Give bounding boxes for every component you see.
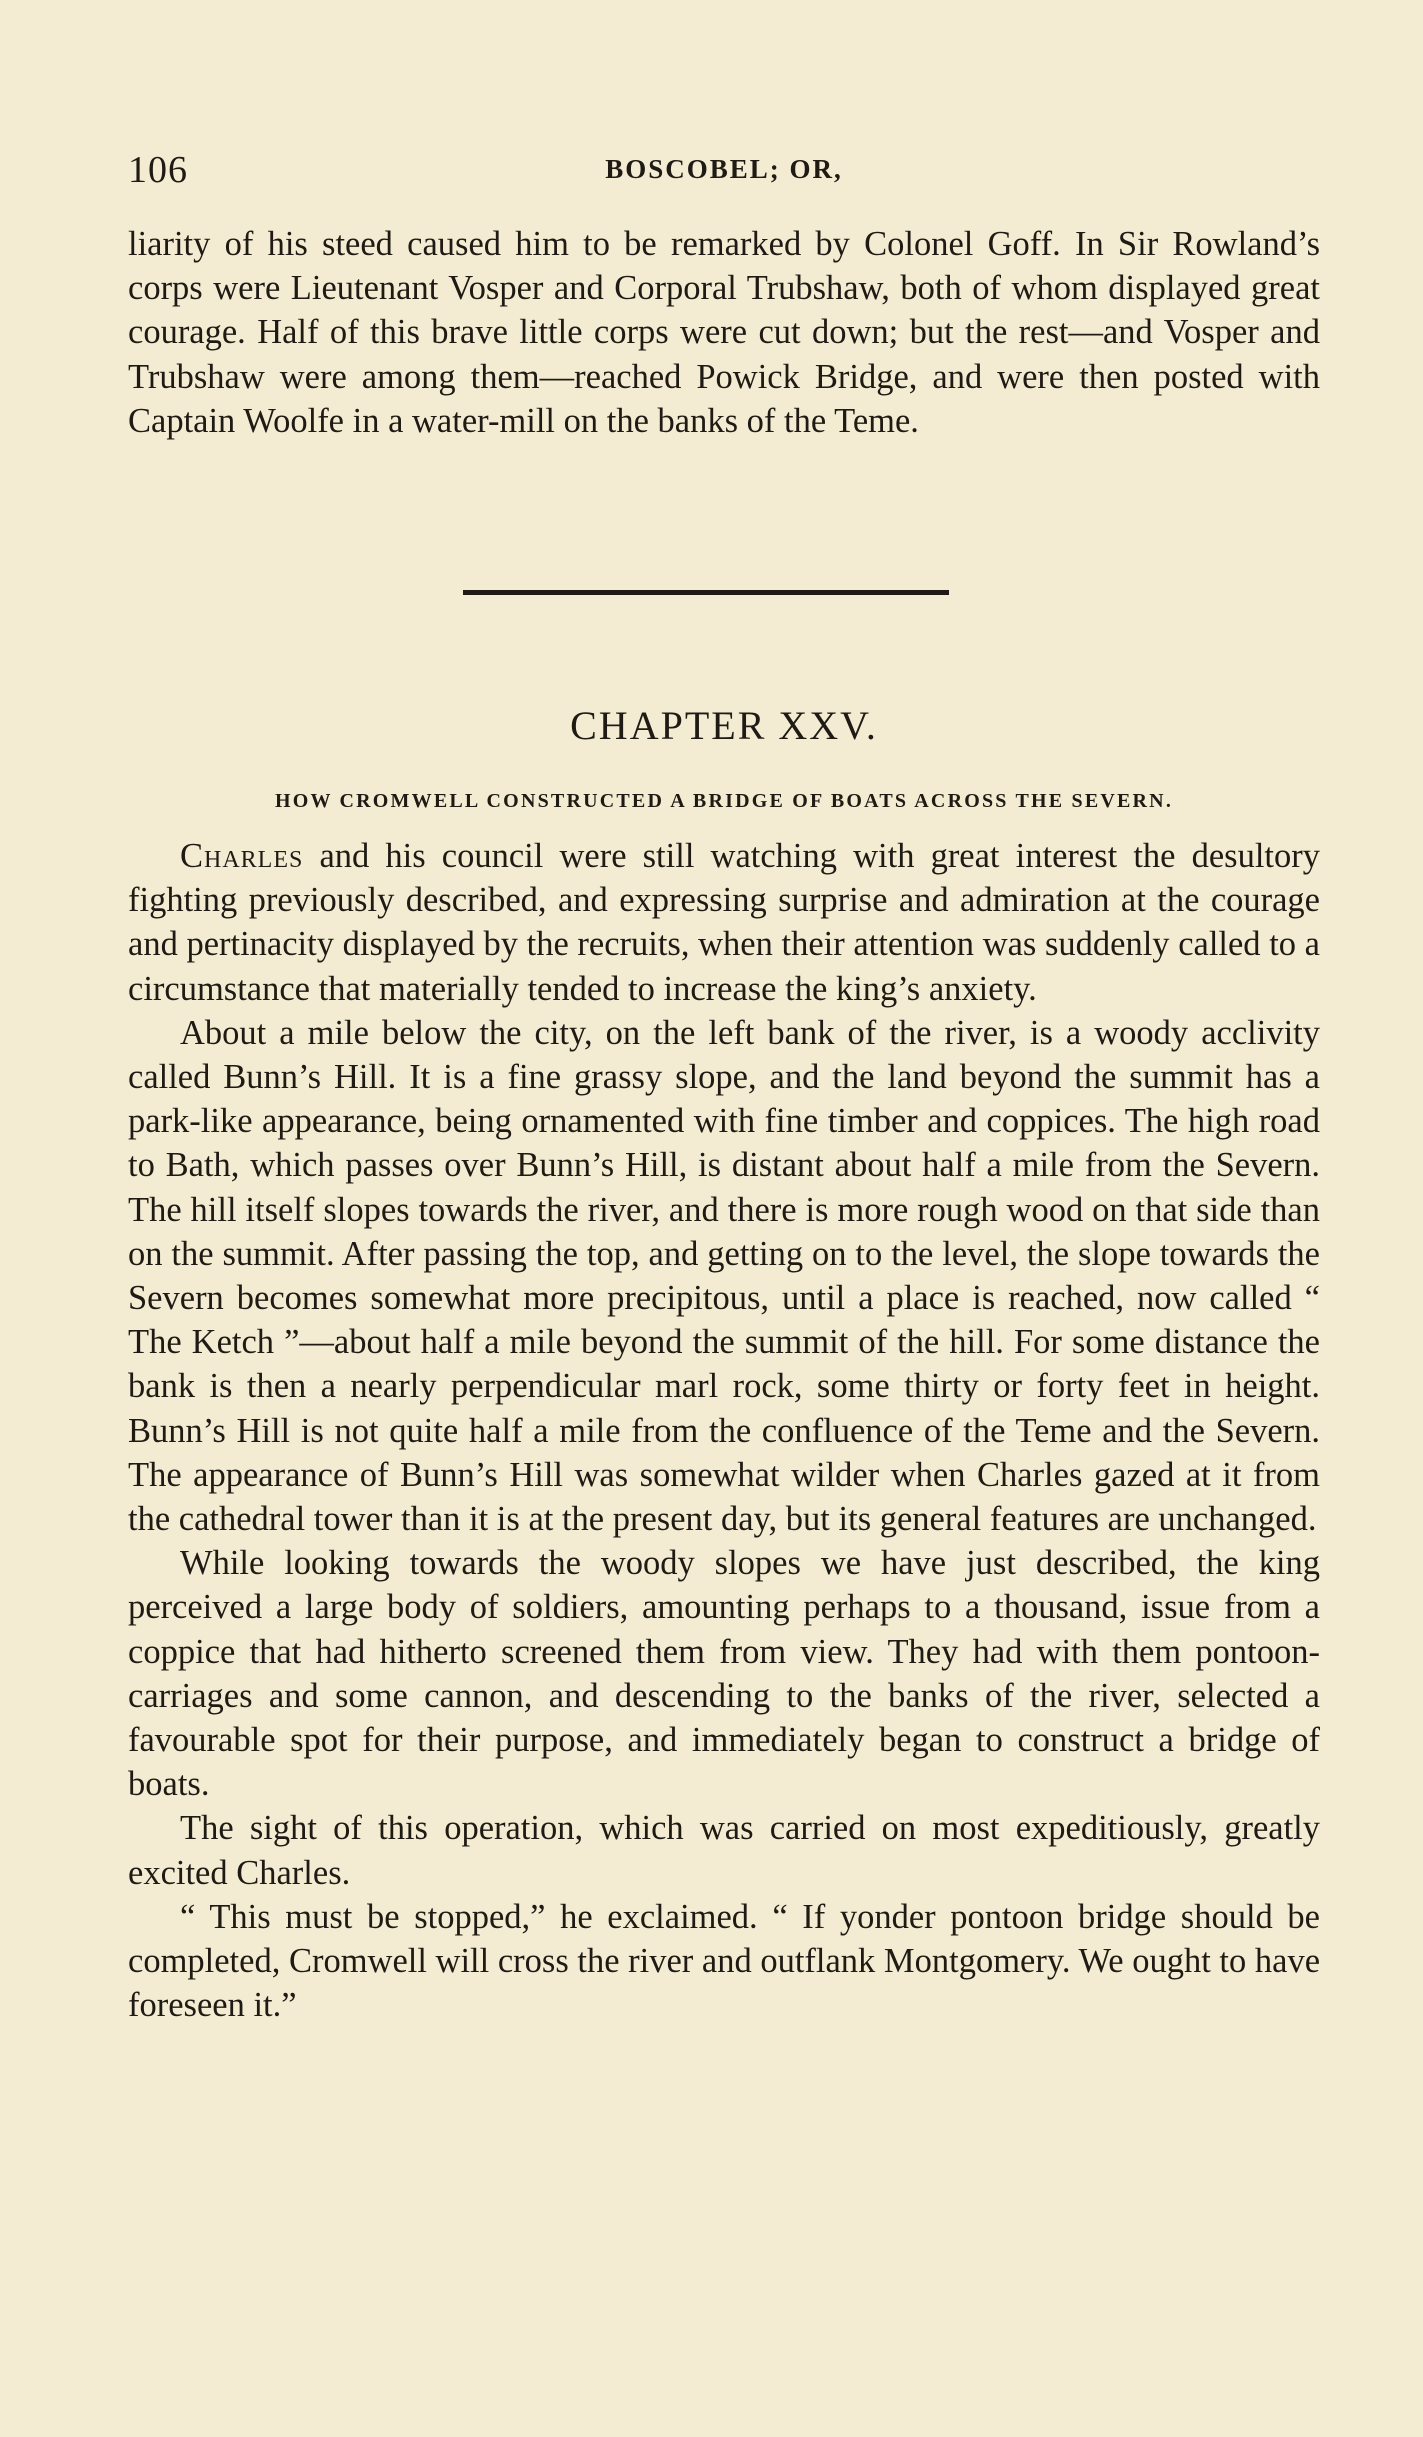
running-title: BOSCOBEL; OR, [605,154,843,184]
continued-paragraph-text: liarity of his steed caused him to be remarked by Colonel Goff. In Sir Rowland’s corps were Lieutenant Vosper and Corporal Trubshaw, both of whom displayed great courage. Half of this brave little corps were cut down; but the rest—and Vosper and Trubshaw were among them—reached Powick Bridge, and were then posted with Captain Woolfe in a water-mill on the banks of the Teme. [128,225,1320,440]
chapter-subtitle: HOW CROMWELL CONSTRUCTED A BRIDGE OF BOATS ACROSS THE SEVERN. [274,790,1174,812]
paragraph [128,834,1320,1011]
paragraph: The sight of this operation, which was carried on most expeditiously, greatly excited Charles. [128,1809,1320,1892]
section-divider [463,590,949,595]
running-head [128,148,1320,196]
paragraph: “ This must be stopped,” he exclaimed. “ If yonder pontoon bridge should be completed, Cromwell will cross the river and outflank Montgomery. We ought to have foreseen it.” [128,1897,1321,2025]
page-number: 106 [128,149,188,191]
continued-paragraph [128,222,1320,443]
chapter-body [128,834,1320,2027]
paragraph: While looking towards the woody slopes we have just described, the king perceived a large body of soldiers, amounting perhaps to a thousand, issue from a coppice that had hitherto screened them from view. They had with them pontoon-carriages and some cannon, and descending to the banks of the river, selected a favourable spot for their purpose, and immediately began to construct a bridge of boats. [128,1544,1320,1804]
opening-word: Charles [180,837,304,875]
paragraph: About a mile below the city, on the left bank of the river, is a woody acclivity called Bunn’s Hill. It is a fine grassy slope, and the land beyond the summit has a park-like appearance, being ornamented with fine timber and coppices. The high road to Bath, which passes over Bunn’s Hill, is distant about half a mile from the Severn. The hill itself slopes towards the river, and there is more rough wood on that side than on the summit. After passing the top, and getting on to the level, the slope towards the Severn becomes somewhat more precipitous, until a place is reached, now called “ The Ketch ”—about half a mile beyond the summit of the hill. For some distance the bank is then a nearly perpendicular marl rock, some thirty or forty feet in height. Bunn’s Hill is not quite half a mile from the confluence of the Teme and the Severn. The appearance of Bunn’s Hill was somewhat wilder when Charles gazed at it from the cathedral tower than it is at the present day, but its general features are unchanged. [128,1013,1320,1539]
paragraph-text: and his council were still watching with great interest the desultory fighting previously described, and expressing surprise and admiration at the courage and pertinacity displayed by the recruits, when their attention was suddenly called to a circumstance that materially tended to increase the king’s anxiety. [128,837,1320,1008]
chapter-heading: CHAPTER XXV. [570,703,878,748]
